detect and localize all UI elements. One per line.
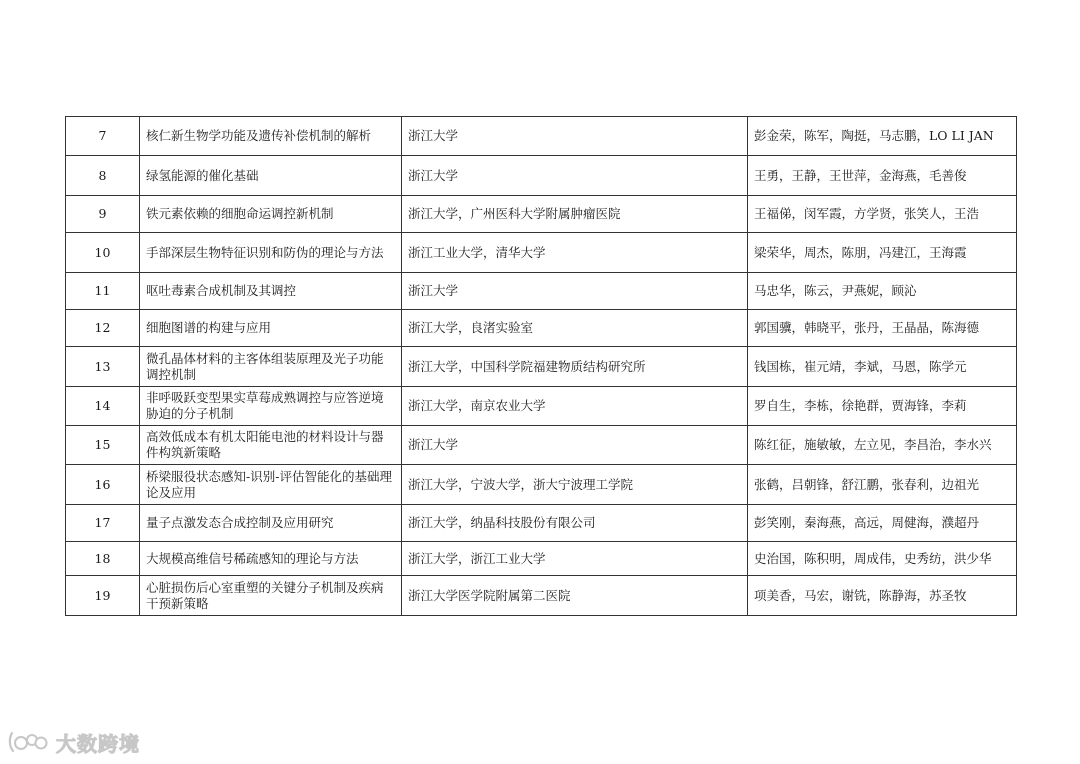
institution: 浙江大学: [402, 156, 748, 196]
bubble-logo-icon: [8, 730, 50, 754]
team-members: 史治国，陈积明，周成伟，史秀纺，洪少华: [748, 542, 1017, 576]
project-title: 微孔晶体材料的主客体组装原理及光子功能调控机制: [140, 347, 402, 387]
team-members: 张鹤，吕朝锋，舒江鹏，张春利，边祖光: [748, 465, 1017, 505]
row-number: 14: [66, 387, 140, 426]
row-number: 19: [66, 576, 140, 616]
institution: 浙江大学: [402, 273, 748, 310]
project-title: 心脏损伤后心室重塑的关键分子机制及疾病干预新策略: [140, 576, 402, 616]
table-row: [66, 542, 1017, 576]
project-title: 手部深层生物特征识别和防伪的理论与方法: [140, 233, 402, 273]
table-row: [66, 576, 1017, 616]
team-members: 钱国栋，崔元靖，李斌，马恩，陈学元: [748, 347, 1017, 387]
institution: 浙江大学，纳晶科技股份有限公司: [402, 505, 748, 542]
project-title: 桥梁服役状态感知-识别-评估智能化的基础理论及应用: [140, 465, 402, 505]
table-row: [66, 233, 1017, 273]
team-members: 梁荣华，周杰，陈朋，冯建江，王海霞: [748, 233, 1017, 273]
row-number: 8: [66, 156, 140, 196]
institution: 浙江大学，南京农业大学: [402, 387, 748, 426]
award-table: [65, 116, 1017, 616]
row-number: 16: [66, 465, 140, 505]
table-row: [66, 426, 1017, 465]
project-title: 大规模高维信号稀疏感知的理论与方法: [140, 542, 402, 576]
team-members: 彭笑刚，秦海燕，高远，周健海，濮超丹: [748, 505, 1017, 542]
institution: 浙江工业大学，清华大学: [402, 233, 748, 273]
project-title: 细胞图谱的构建与应用: [140, 310, 402, 347]
institution: 浙江大学医学院附属第二医院: [402, 576, 748, 616]
project-title: 铁元素依赖的细胞命运调控新机制: [140, 196, 402, 233]
table-row: [66, 273, 1017, 310]
table-row: [66, 465, 1017, 505]
institution: 浙江大学: [402, 117, 748, 156]
table-row: [66, 310, 1017, 347]
row-number: 11: [66, 273, 140, 310]
row-number: 12: [66, 310, 140, 347]
project-title: 高效低成本有机太阳能电池的材料设计与器件构筑新策略: [140, 426, 402, 465]
row-number: 18: [66, 542, 140, 576]
project-title: 非呼吸跃变型果实草莓成熟调控与应答逆境胁迫的分子机制: [140, 387, 402, 426]
row-number: 10: [66, 233, 140, 273]
project-title: 量子点激发态合成控制及应用研究: [140, 505, 402, 542]
institution: 浙江大学，良渚实验室: [402, 310, 748, 347]
team-members: 郭国骥，韩晓平，张丹，王晶晶，陈海德: [748, 310, 1017, 347]
team-members: 项美香，马宏，谢铣，陈静海，苏圣牧: [748, 576, 1017, 616]
row-number: 7: [66, 117, 140, 156]
team-members: 彭金荣，陈军，陶挺，马志鹏，LO LI JAN: [748, 117, 1017, 156]
table-row: [66, 387, 1017, 426]
institution: 浙江大学，中国科学院福建物质结构研究所: [402, 347, 748, 387]
row-number: 9: [66, 196, 140, 233]
table-row: [66, 347, 1017, 387]
institution: 浙江大学，宁波大学，浙大宁波理工学院: [402, 465, 748, 505]
team-members: 王勇，王静，王世萍，金海燕，毛善俊: [748, 156, 1017, 196]
row-number: 15: [66, 426, 140, 465]
institution: 浙江大学: [402, 426, 748, 465]
watermark-text: 大数跨境: [56, 731, 140, 756]
institution: 浙江大学，浙江工业大学: [402, 542, 748, 576]
team-members: 陈红征，施敏敏，左立见，李昌治，李水兴: [748, 426, 1017, 465]
table-row: [66, 117, 1017, 156]
row-number: 17: [66, 505, 140, 542]
watermark: [8, 728, 140, 756]
team-members: 罗自生，李栋，徐艳群，贾海锋，李莉: [748, 387, 1017, 426]
team-members: 王福俤，闵军霞，方学贤，张笑人，王浩: [748, 196, 1017, 233]
project-title: 绿氢能源的催化基础: [140, 156, 402, 196]
table-row: [66, 156, 1017, 196]
institution: 浙江大学，广州医科大学附属肿瘤医院: [402, 196, 748, 233]
table-row: [66, 505, 1017, 542]
project-title: 核仁新生物学功能及遗传补偿机制的解析: [140, 117, 402, 156]
team-members: 马忠华，陈云，尹燕妮，顾沁: [748, 273, 1017, 310]
row-number: 13: [66, 347, 140, 387]
table-row: [66, 196, 1017, 233]
project-title: 呕吐毒素合成机制及其调控: [140, 273, 402, 310]
